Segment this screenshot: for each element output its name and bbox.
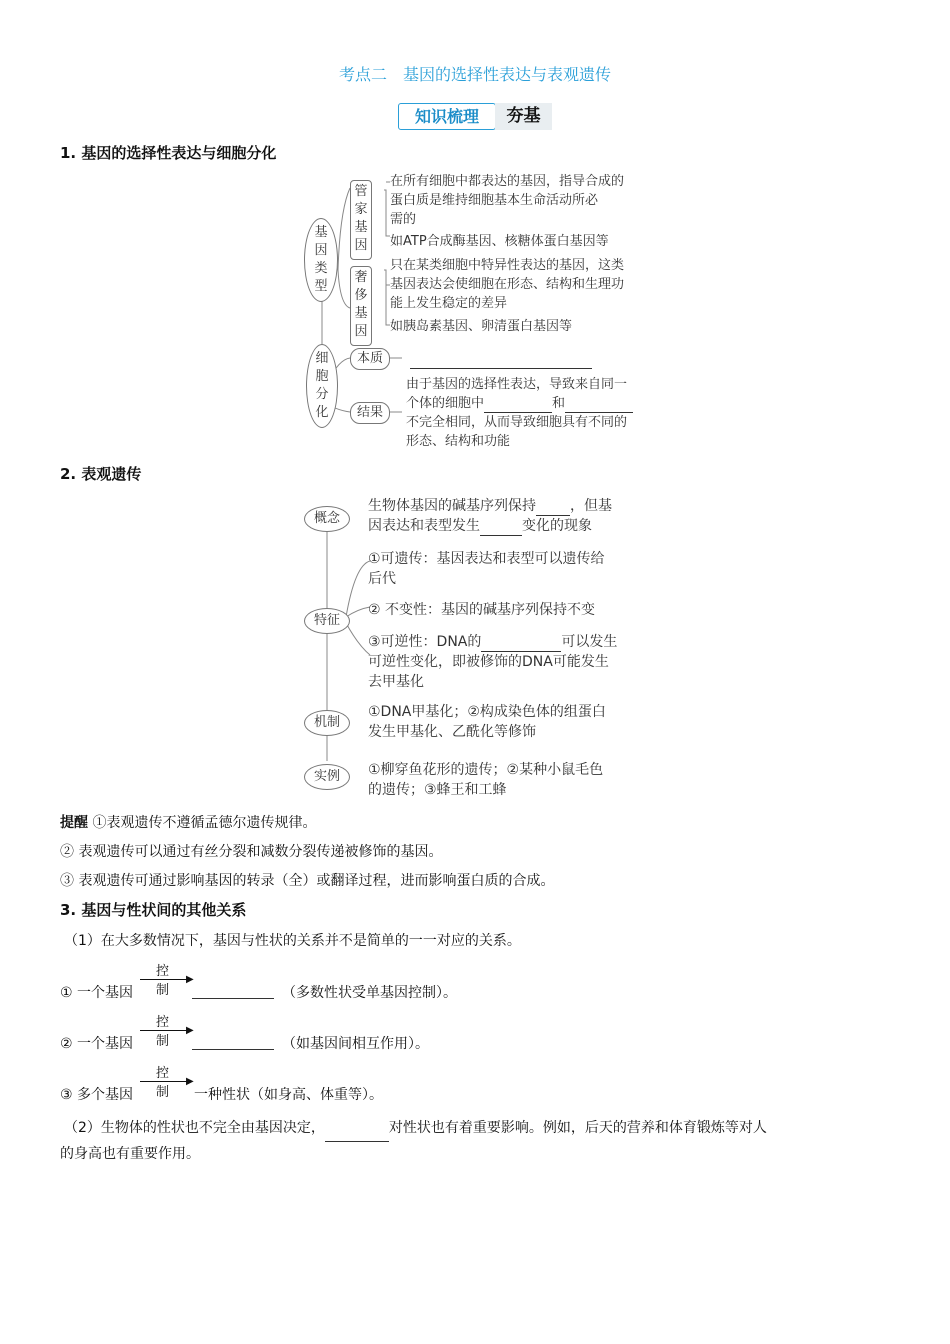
row1-blank bbox=[192, 982, 274, 999]
result-desc: 由于基因的选择性表达，导致来自同一 个体的细胞中 和 不完全相同，从而导致细胞具有不同的 形态、结构和功能 bbox=[406, 375, 656, 451]
section1-heading: 1. 基因的选择性表达与细胞分化 bbox=[60, 144, 277, 162]
example-desc: ①柳穿鱼花形的遗传；②某种小鼠毛色 的遗传；③蜂王和工蜂 bbox=[368, 762, 604, 798]
section3-p1: （1）在大多数情况下，基因与性状的关系并不是简单的一一对应的关系。 bbox=[64, 933, 521, 949]
section3-p2-end: 的身高也有重要作用。 bbox=[60, 1146, 200, 1162]
concept-desc: 生物体基因的碱基序列保持 ，但基 因表达和表型发生 变化的现象 bbox=[368, 498, 612, 534]
row1-right: （多数性状受单基因控制）。 bbox=[282, 985, 457, 1001]
row2-left: ② 一个基因 bbox=[60, 1036, 134, 1052]
tips-line-2: ② 表观遗传可以通过有丝分裂和减数分裂传递被修饰的基因。 bbox=[60, 844, 443, 860]
row3-left: ③ 多个基因 bbox=[60, 1087, 134, 1103]
housekeeping-gene-node: 管家基因 bbox=[350, 180, 372, 260]
gene-type-node: 基因类型 bbox=[304, 218, 338, 302]
row1-left: ① 一个基因 bbox=[60, 985, 134, 1001]
essence-blank bbox=[410, 350, 592, 369]
tips-line-3: ③ 表观遗传可通过影响基因的转录（全）或翻译过程，进而影响蛋白质的合成。 bbox=[60, 873, 555, 889]
section3-heading: 3. 基因与性状间的其他关系 bbox=[60, 901, 247, 919]
feature2-desc: ② 不变性：基因的碱基序列保持不变 bbox=[368, 602, 596, 618]
section2-heading: 2. 表观遗传 bbox=[60, 465, 142, 483]
result-node: 结果 bbox=[350, 402, 390, 424]
essence-node: 本质 bbox=[350, 348, 390, 370]
mechanism-desc: ①DNA甲基化；②构成染色体的组蛋白 发生甲基化、乙酰化等修饰 bbox=[368, 704, 606, 740]
housekeeping-example: 如ATP合成酶基因、核糖体蛋白基因等 bbox=[390, 234, 609, 249]
row3-right: 一种性状（如身高、体重等）。 bbox=[194, 1087, 383, 1103]
example-node: 实例 bbox=[304, 764, 350, 790]
luxury-gene-node: 奢侈基因 bbox=[350, 266, 372, 346]
feature-node: 特征 bbox=[304, 608, 350, 634]
feature3-desc: ③可逆性：DNA的 可以发生 可逆性变化，即被修饰的DNA可能发生 去甲基化 bbox=[368, 634, 618, 690]
section3-p2: （2）生物体的性状也不完全由基因决定， 对性状也有着重要影响。例如，后天的营养和体育锻炼等对人 bbox=[64, 1114, 894, 1142]
tips-label: 提醒 bbox=[60, 815, 88, 831]
concept-node: 概念 bbox=[304, 506, 350, 532]
row2-blank bbox=[192, 1033, 274, 1050]
page-title: 考点二 基因的选择性表达与表观遗传 bbox=[338, 65, 611, 84]
feature1-desc: ①可遗传：基因表达和表型可以遗传给 后代 bbox=[368, 551, 605, 587]
cell-differentiation-node: 细胞分化 bbox=[306, 344, 338, 428]
housekeeping-desc: 在所有细胞中都表达的基因，指导合成的 蛋白质是维持细胞基本生命活动所必 需的 bbox=[390, 174, 625, 227]
banner-label: 知识梳理 bbox=[398, 103, 496, 130]
luxury-desc: 只在某类细胞中特异性表达的基因，这类 基因表达会使细胞在形态、结构和生理功 能上发生稳定的差异 bbox=[390, 258, 625, 311]
luxury-example: 如胰岛素基因、卵清蛋白基因等 bbox=[390, 319, 573, 334]
row2-right: （如基因间相互作用）。 bbox=[282, 1036, 429, 1052]
mechanism-node: 机制 bbox=[304, 710, 350, 736]
tips-line-1: 提醒 ①表观遗传不遵循孟德尔遗传规律。 bbox=[60, 815, 317, 831]
banner-tag: 夯基 bbox=[495, 103, 552, 130]
